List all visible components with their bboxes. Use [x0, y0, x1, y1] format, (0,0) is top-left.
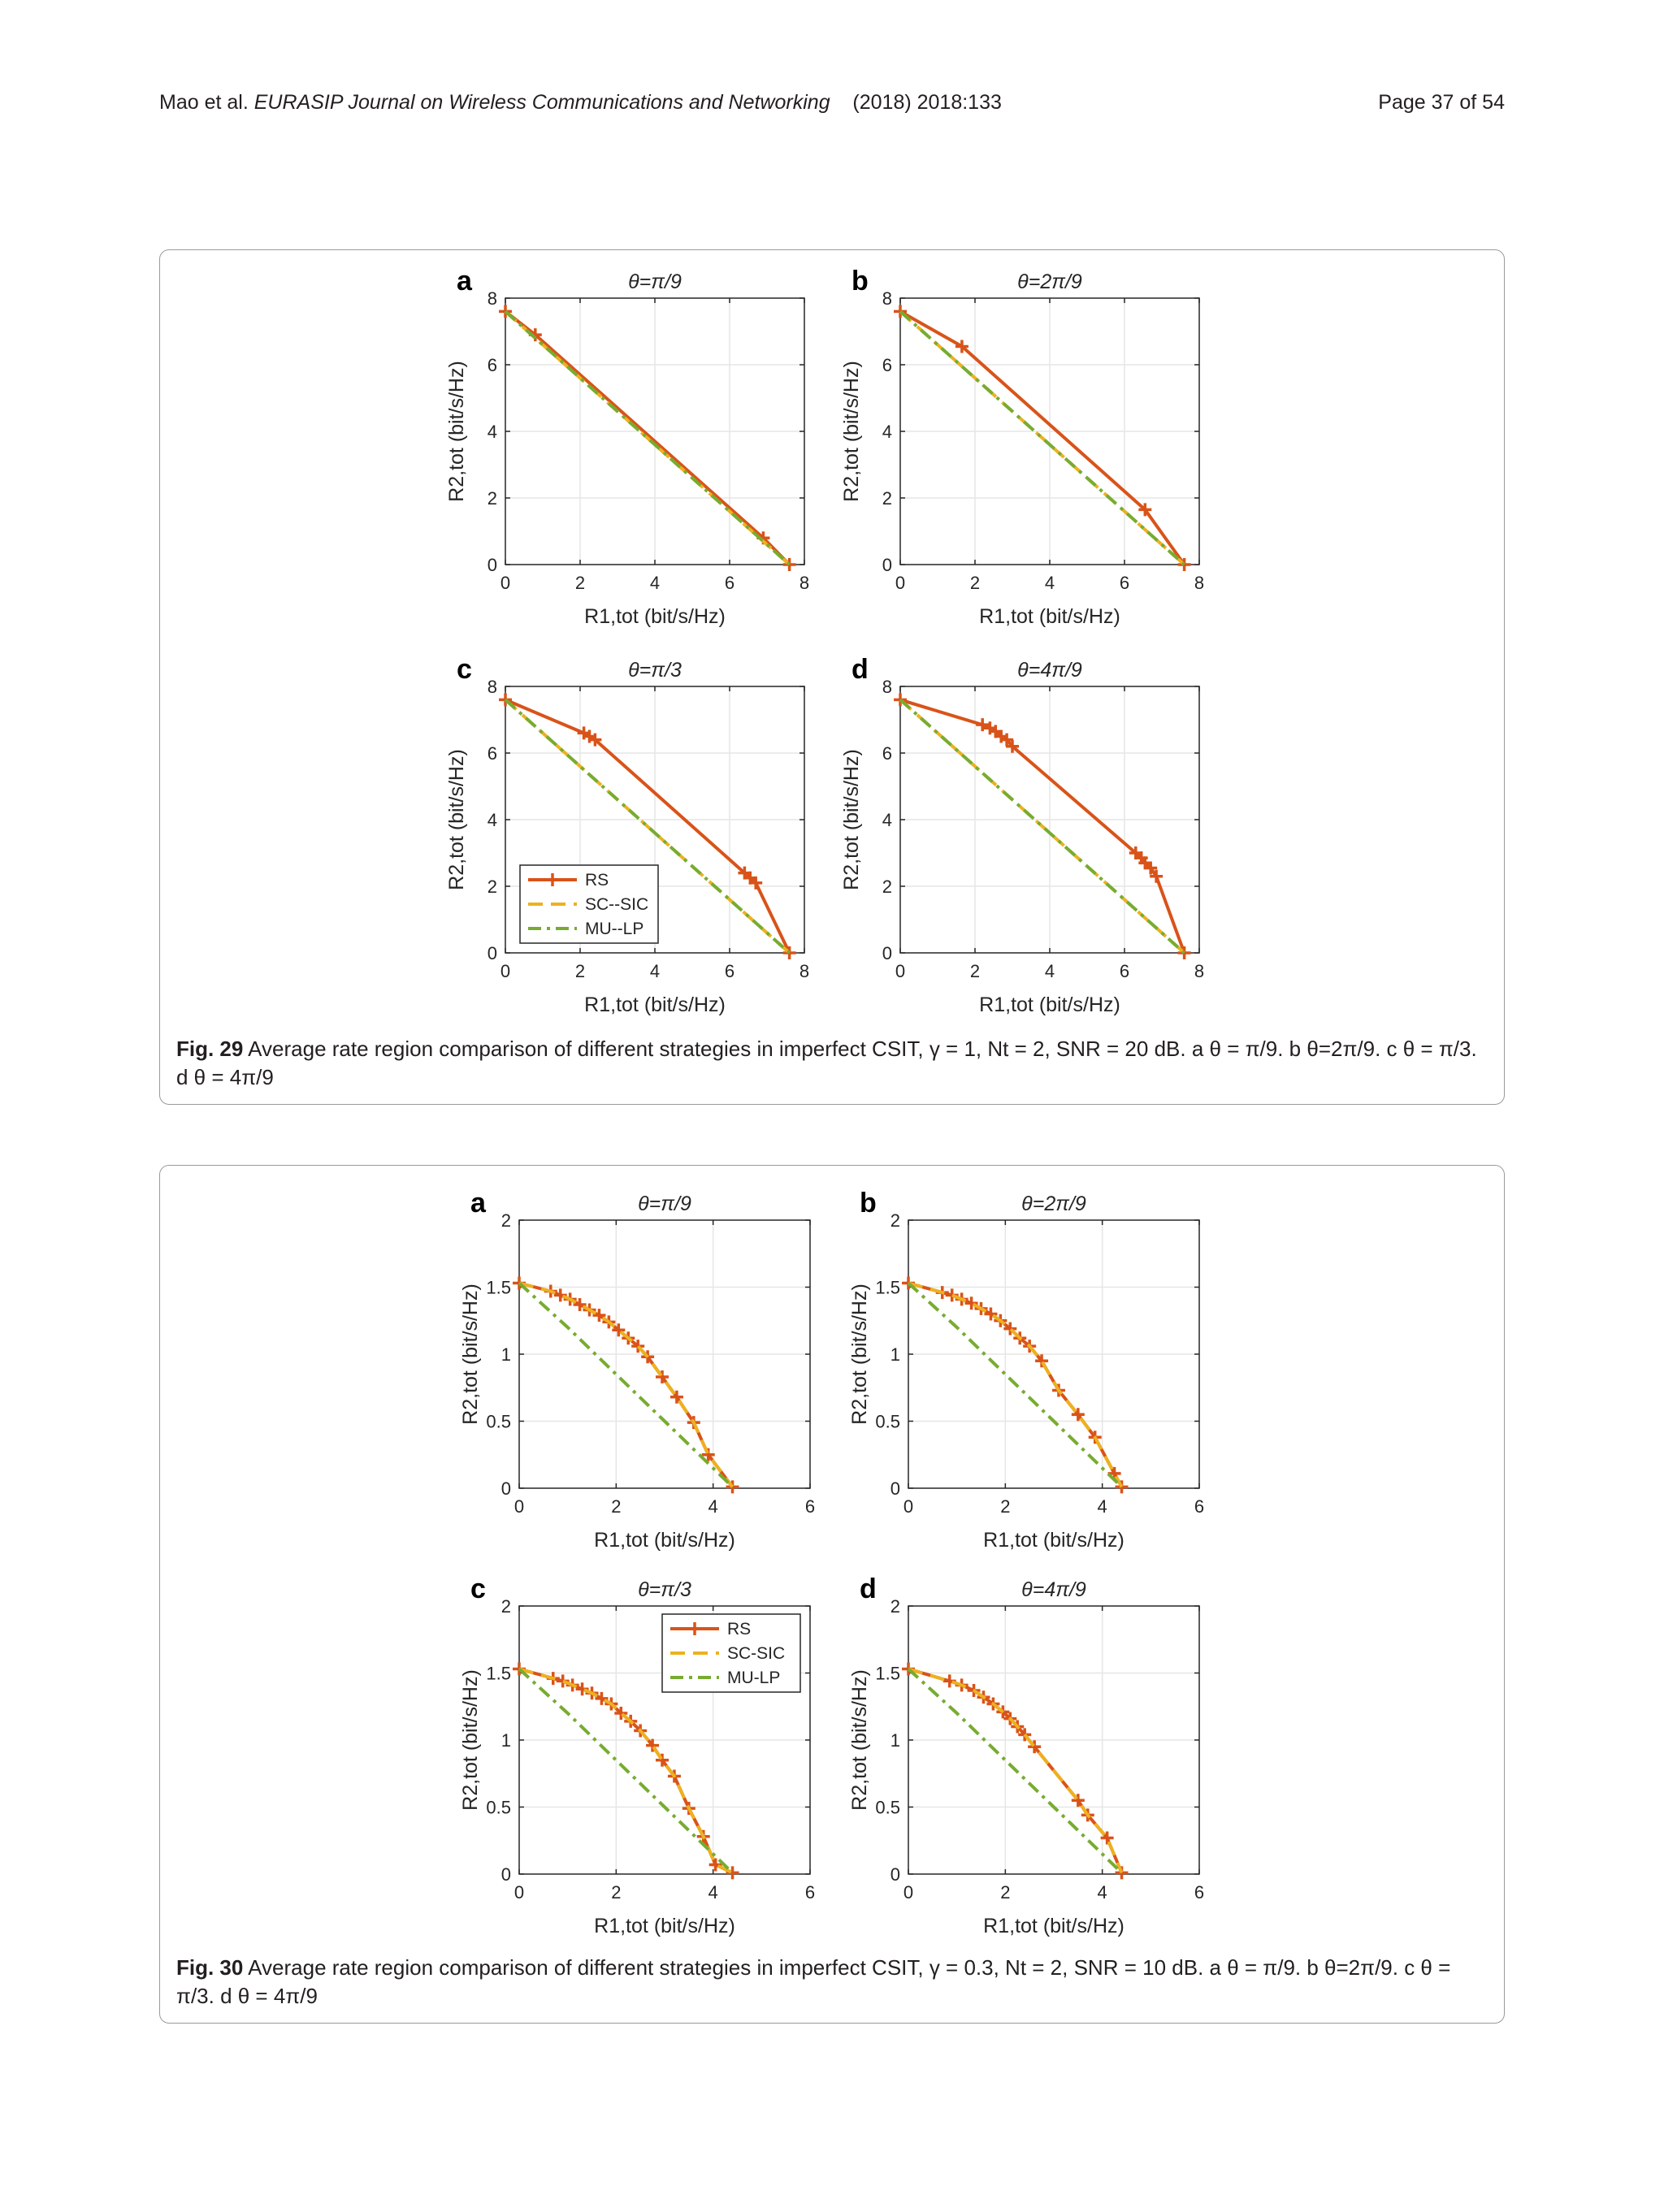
chart-panel-d: [848, 1574, 1204, 1937]
chart-title: θ=π/9: [638, 1193, 691, 1215]
chart-panel-d: [840, 654, 1204, 1016]
figure-30-caption-label: Fig. 30: [176, 1955, 244, 1980]
x-tick-label: 4: [1044, 961, 1055, 981]
y-tick-label: 8: [487, 288, 497, 309]
figure-29-plots: [160, 250, 1506, 1022]
x-tick-label: 4: [1097, 1496, 1107, 1517]
chart-title: θ=π/9: [628, 271, 682, 293]
x-tick-label: 0: [500, 573, 511, 593]
legend-label-rs: RS: [727, 1620, 752, 1638]
y-tick-label: 0: [882, 943, 892, 963]
chart-panel-a: [459, 1188, 815, 1552]
x-tick-label: 6: [804, 1882, 816, 1902]
y-tick-label: 6: [487, 743, 497, 764]
x-tick-label: 0: [514, 1882, 525, 1902]
x-tick-label: 2: [574, 961, 586, 981]
chart-title: θ=2π/9: [1021, 1193, 1086, 1215]
y-axis-label: R2,tot (bit/s/Hz): [445, 361, 468, 502]
legend-label-mu-lp: MU-LP: [727, 1669, 781, 1687]
x-tick-label: 2: [574, 573, 586, 593]
x-tick-label: 6: [1194, 1882, 1205, 1902]
y-tick-label: 0: [890, 1864, 900, 1885]
y-tick-label: 1.5: [486, 1277, 511, 1298]
y-tick-label: 6: [882, 355, 892, 375]
x-tick-label: 6: [1119, 961, 1130, 981]
x-tick-label: 8: [1194, 961, 1205, 981]
x-axis-label: R1,tot (bit/s/Hz): [594, 1915, 735, 1937]
panel-label: c: [457, 654, 472, 685]
panel-label: d: [852, 654, 869, 685]
x-tick-label: 0: [895, 573, 906, 593]
y-tick-label: 2: [882, 488, 892, 509]
y-tick-label: 6: [487, 355, 497, 375]
x-tick-label: 0: [903, 1882, 914, 1902]
x-tick-label: 8: [1194, 573, 1205, 593]
x-tick-label: 8: [799, 961, 810, 981]
y-tick-label: 0: [487, 555, 497, 575]
legend-label-mu-lp: MU--LP: [585, 920, 644, 938]
figure-30-box: [159, 1165, 1505, 2024]
x-tick-label: 2: [611, 1882, 622, 1902]
x-tick-label: 4: [649, 961, 661, 981]
x-tick-label: 0: [514, 1496, 525, 1517]
y-tick-label: 1: [890, 1730, 900, 1751]
legend: [520, 865, 658, 943]
legend-label-sc-sic: SC-SIC: [727, 1644, 786, 1663]
running-header-left: [159, 91, 1002, 115]
x-tick-label: 4: [1097, 1882, 1107, 1902]
figure-29-caption: [176, 1035, 1480, 1092]
x-tick-label: 0: [903, 1496, 914, 1517]
y-tick-label: 1: [500, 1730, 511, 1751]
chart-panel-b: [848, 1188, 1204, 1552]
x-tick-label: 2: [969, 573, 981, 593]
chart-panel-c: [459, 1574, 815, 1937]
y-axis-label: R2,tot (bit/s/Hz): [459, 1283, 482, 1425]
y-tick-label: 0.5: [875, 1411, 900, 1432]
x-axis-label: R1,tot (bit/s/Hz): [584, 605, 726, 628]
y-tick-label: 0: [500, 1478, 511, 1499]
y-tick-label: 8: [487, 677, 497, 697]
x-axis-label: R1,tot (bit/s/Hz): [594, 1529, 735, 1552]
figure-30-caption-text: Average rate region comparison of different strategies in imperfect CSIT, γ = 0.3, Nt = 2, SNR = 10 dB. a θ = π/9. b θ=2π/9. c θ = π/3. d θ = 4π/9: [176, 1955, 1451, 2008]
y-tick-label: 0.5: [875, 1797, 900, 1818]
panel-label: b: [860, 1188, 877, 1219]
panel-label: b: [852, 266, 869, 297]
y-tick-label: 0.5: [486, 1797, 511, 1818]
x-tick-label: 6: [724, 961, 735, 981]
chart-title: θ=2π/9: [1017, 271, 1082, 293]
y-tick-label: 0: [487, 943, 497, 963]
header-authors: Mao et al.: [159, 91, 249, 114]
y-tick-label: 0: [890, 1478, 900, 1499]
y-axis-label: R2,tot (bit/s/Hz): [445, 749, 468, 890]
x-tick-label: 2: [969, 961, 981, 981]
x-axis-label: R1,tot (bit/s/Hz): [584, 993, 726, 1016]
x-axis-label: R1,tot (bit/s/Hz): [983, 1915, 1124, 1937]
y-tick-label: 2: [882, 877, 892, 897]
panel-label: c: [470, 1574, 486, 1604]
y-axis-label: R2,tot (bit/s/Hz): [840, 749, 863, 890]
y-tick-label: 1.5: [875, 1663, 900, 1684]
figure-29-caption-label: Fig. 29: [176, 1037, 244, 1061]
y-tick-label: 1.5: [875, 1277, 900, 1298]
x-tick-label: 2: [1000, 1882, 1011, 1902]
y-tick-label: 0: [882, 555, 892, 575]
x-tick-label: 2: [1000, 1496, 1011, 1517]
chart-panel-b: [840, 266, 1204, 628]
y-tick-label: 4: [882, 422, 892, 442]
y-tick-label: 2: [890, 1210, 900, 1231]
y-tick-label: 2: [500, 1596, 511, 1617]
page-number: Page 37 of 54: [1378, 91, 1505, 114]
x-tick-label: 4: [649, 573, 661, 593]
header-journal: EURASIP Journal on Wireless Communications and Networking: [254, 91, 830, 114]
y-tick-label: 1: [500, 1344, 511, 1365]
x-tick-label: 0: [895, 961, 906, 981]
y-tick-label: 4: [882, 810, 892, 830]
y-tick-label: 0: [500, 1864, 511, 1885]
y-axis-label: R2,tot (bit/s/Hz): [459, 1669, 482, 1811]
y-tick-label: 6: [882, 743, 892, 764]
panel-label: a: [470, 1188, 486, 1219]
x-tick-label: 6: [1119, 573, 1130, 593]
y-tick-label: 8: [882, 288, 892, 309]
y-tick-label: 2: [500, 1210, 511, 1231]
x-axis-label: R1,tot (bit/s/Hz): [983, 1529, 1124, 1552]
chart-title: θ=4π/9: [1017, 659, 1082, 682]
y-tick-label: 0.5: [486, 1411, 511, 1432]
figure-30-plots: [160, 1166, 1506, 1946]
panel-label: d: [860, 1574, 877, 1604]
x-tick-label: 4: [708, 1496, 718, 1517]
y-tick-label: 8: [882, 677, 892, 697]
chart-panel-a: [445, 266, 809, 628]
chart-title: θ=4π/9: [1021, 1578, 1086, 1601]
x-tick-label: 0: [500, 961, 511, 981]
y-tick-label: 1.5: [486, 1663, 511, 1684]
chart-title: θ=π/3: [628, 659, 682, 682]
y-tick-label: 2: [487, 877, 497, 897]
legend-label-sc-sic: SC--SIC: [585, 895, 649, 914]
x-axis-label: R1,tot (bit/s/Hz): [979, 993, 1120, 1016]
legend-label-rs: RS: [585, 871, 609, 890]
y-tick-label: 2: [890, 1596, 900, 1617]
y-tick-label: 2: [487, 488, 497, 509]
x-tick-label: 6: [804, 1496, 816, 1517]
chart-panel-c: [445, 654, 809, 1016]
chart-title: θ=π/3: [638, 1578, 691, 1601]
y-axis-label: R2,tot (bit/s/Hz): [848, 1283, 871, 1425]
figure-29-caption-text: Average rate region comparison of different strategies in imperfect CSIT, γ = 1, Nt = 2, SNR = 20 dB. a θ = π/9. b θ=2π/9. c θ = π/3. d θ = 4π/9: [176, 1037, 1477, 1089]
x-axis-label: R1,tot (bit/s/Hz): [979, 605, 1120, 628]
y-axis-label: R2,tot (bit/s/Hz): [840, 361, 863, 502]
x-tick-label: 8: [799, 573, 810, 593]
y-tick-label: 4: [487, 810, 497, 830]
y-axis-label: R2,tot (bit/s/Hz): [848, 1669, 871, 1811]
x-tick-label: 6: [724, 573, 735, 593]
x-tick-label: 6: [1194, 1496, 1205, 1517]
x-tick-label: 2: [611, 1496, 622, 1517]
figure-30-caption: [176, 1954, 1480, 2011]
legend: [662, 1614, 800, 1692]
panel-label: a: [457, 266, 472, 297]
figure-29-box: [159, 249, 1505, 1105]
x-tick-label: 4: [708, 1882, 718, 1902]
x-tick-label: 4: [1044, 573, 1055, 593]
y-tick-label: 1: [890, 1344, 900, 1365]
header-citation: (2018) 2018:133: [852, 91, 1002, 114]
y-tick-label: 4: [487, 422, 497, 442]
